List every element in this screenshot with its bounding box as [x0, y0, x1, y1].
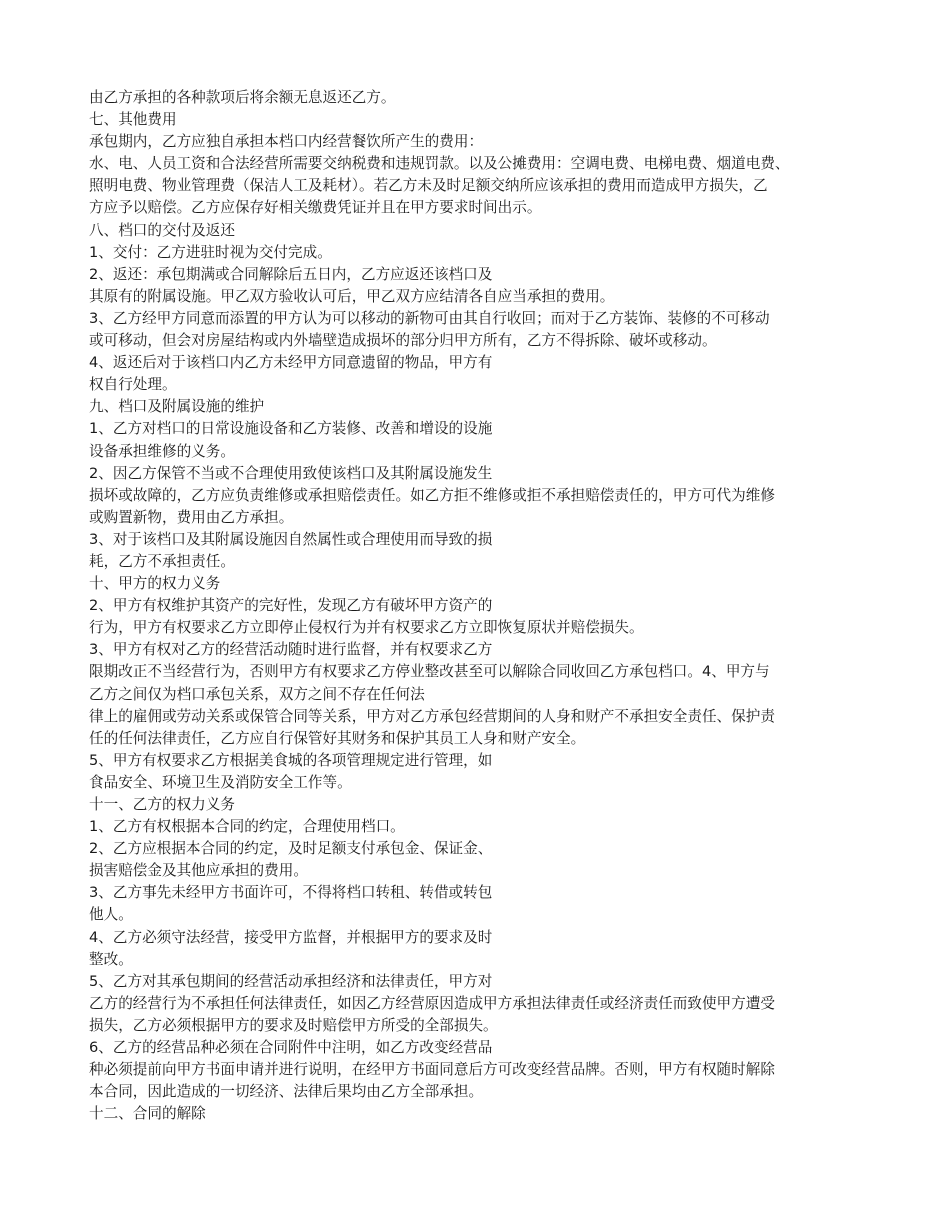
text-line: 损坏或故障的，乙方应负责维修或承担赔偿责任。如乙方拒不维修或拒不承担赔偿责任的，甲方可代为维修	[89, 486, 775, 504]
text-line: 3、乙方经甲方同意而添置的甲方认为可以移动的新物可由其自行收回；而对于乙方装饰、装修的不可移动	[89, 309, 770, 327]
text-line: 损失，乙方必须根据甲方的要求及时赔偿甲方所受的全部损失。	[89, 1016, 498, 1034]
text-line: 3、对于该档口及其附属设施因自然属性或合理使用而导致的损	[89, 530, 493, 548]
text-line: 由乙方承担的各种款项后将余额无息返还乙方。	[89, 89, 396, 106]
text-line: 2、返还：承包期满或合同解除后五日内，乙方应返还该档口及	[89, 265, 493, 283]
text-line: 权自行处理。	[89, 376, 177, 394]
text-line: 种必须提前向甲方书面申请并进行说明，在经甲方书面同意后方可改变经营品牌。否则，甲方有权随时解除	[89, 1061, 775, 1079]
text-line: 食品安全、环境卫生及消防安全工作等。	[89, 773, 352, 791]
text-line: 6、乙方的经营品种必须在合同附件中注明，如乙方改变经营品	[89, 1039, 493, 1057]
text-line: 本合同，因此造成的一切经济、法律后果均由乙方全部承担。	[89, 1083, 484, 1101]
text-line: 或购置新物，费用由乙方承担。	[89, 508, 294, 526]
text-line: 4、返还后对于该档口内乙方未经甲方同意遗留的物品，甲方有	[89, 354, 493, 372]
text-line: 5、乙方对其承包期间的经营活动承担经济和法律责任，甲方对	[89, 972, 493, 990]
text-line: 损害赔偿金及其他应承担的费用。	[89, 862, 308, 880]
section-heading: 九、档口及附属设施的维护	[89, 398, 265, 416]
text-line: 水、电、人员工资和合法经营所需要交纳税费和违规罚款。以及公摊费用：空调电费、电梯电费、烟道电费、	[89, 155, 790, 173]
text-line: 4、乙方必须守法经营，接受甲方监督，并根据甲方的要求及时	[89, 928, 493, 946]
text-line: 限期改正不当经营行为，否则甲方有权要求乙方停业整改甚至可以解除合同收回乙方承包档口。4、甲方与	[89, 663, 770, 681]
text-line: 其原有的附属设施。甲乙双方验收认可后，甲乙双方应结清各自应当承担的费用。	[89, 287, 615, 305]
text-line: 2、甲方有权维护其资产的完好性，发现乙方有破坏甲方资产的	[89, 597, 493, 615]
text-line: 3、甲方有权对乙方的经营活动随时进行监督，并有权要求乙方	[89, 641, 493, 659]
text-line: 耗，乙方不承担责任。	[89, 552, 235, 570]
text-line: 3、乙方事先未经甲方书面许可，不得将档口转租、转借或转包	[89, 884, 493, 902]
text-line: 设备承担维修的义务。	[89, 442, 235, 460]
text-line: 他人。	[89, 906, 133, 924]
text-line: 行为，甲方有权要求乙方立即停止侵权行为并有权要求乙方立即恢复原状并赔偿损失。	[89, 619, 644, 637]
text-line: 或可移动，但会对房屋结构或内外墙壁造成损坏的部分归甲方所有，乙方不得拆除、破坏或移动。	[89, 332, 717, 350]
text-line: 2、乙方应根据本合同的约定，及时足额支付承包金、保证金、	[89, 840, 493, 858]
text-line: 承包期内，乙方应独自承担本档口内经营餐饮所产生的费用：	[89, 133, 484, 151]
text-line: 照明电费、物业管理费（保洁人工及耗材）。若乙方未及时足额交纳所应该承担的费用而造成甲方损失，乙	[89, 177, 768, 195]
section-heading: 七、其他费用	[89, 111, 177, 129]
text-line: 整改。	[89, 950, 133, 968]
text-line: 1、乙方对档口的日常设施设备和乙方装修、改善和增设的设施	[89, 420, 493, 438]
text-line: 2、因乙方保管不当或不合理使用致使该档口及其附属设施发生	[89, 464, 493, 482]
text-line: 乙方的经营行为不承担任何法律责任，如因乙方经营原因造成甲方承担法律责任或经济责任而致使甲方遭受	[89, 994, 775, 1012]
section-heading: 八、档口的交付及返还	[89, 221, 235, 239]
section-heading: 十一、乙方的权力义务	[89, 796, 235, 813]
text-line: 方应予以赔偿。乙方应保存好相关缴费凭证并且在甲方要求时间出示。	[89, 199, 542, 217]
text-line: 1、乙方有权根据本合同的约定，合理使用档口。	[89, 818, 405, 836]
section-heading: 十二、合同的解除	[89, 1105, 206, 1123]
text-line: 5、甲方有权要求乙方根据美食城的各项管理规定进行管理，如	[89, 751, 493, 769]
text-line: 任的任何法律责任，乙方应自行保管好其财务和保护其员工人身和财产安全。	[89, 729, 586, 747]
document-page	[89, 87, 869, 1125]
text-line: 律上的雇佣或劳动关系或保管合同等关系，甲方对乙方承包经营期间的人身和财产不承担安全责任、保护责	[89, 707, 775, 725]
text-line: 乙方之间仅为档口承包关系，双方之间不存在任何法	[89, 685, 425, 703]
text-line: 1、交付：乙方进驻时视为交付完成。	[89, 243, 332, 261]
section-heading: 十、甲方的权力义务	[89, 575, 221, 593]
